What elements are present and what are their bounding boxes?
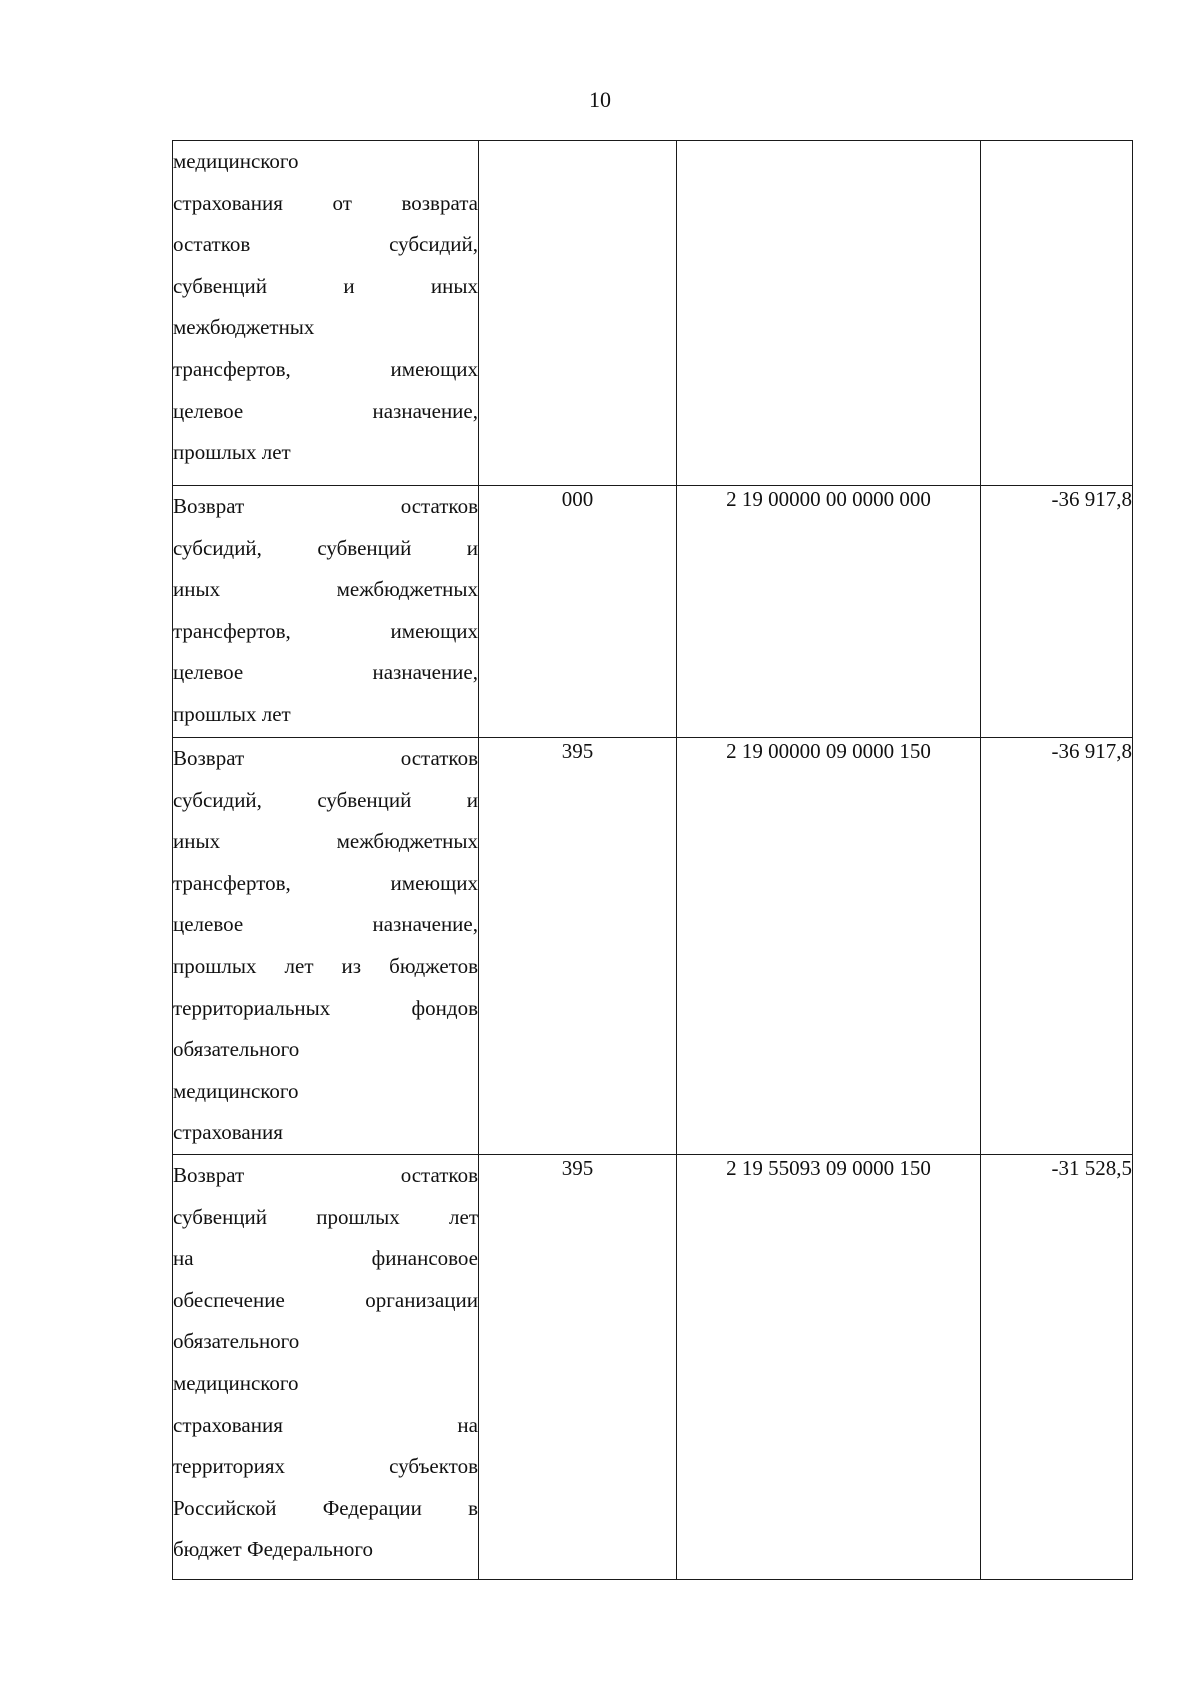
- income-name-line: целевое назначение,: [173, 398, 478, 423]
- income-name-line: территориальных фондов: [173, 995, 478, 1020]
- kbk-code-cell: 2 19 00000 00 0000 000: [677, 486, 981, 738]
- income-name-line: обязательного: [173, 1329, 300, 1354]
- admin-code-cell: 000: [479, 486, 677, 738]
- table-row: [173, 738, 1133, 1155]
- income-name-line: страхования на: [173, 1412, 478, 1437]
- income-name-line: субсидий, субвенций и: [173, 787, 478, 812]
- kbk-code-cell: [677, 141, 981, 486]
- admin-code-cell: 395: [479, 1154, 677, 1579]
- amount-cell: [981, 141, 1133, 486]
- income-name-line: субвенций и иных: [173, 273, 478, 298]
- income-name-cell: [173, 1154, 479, 1579]
- income-name-line: прошлых лет: [173, 440, 291, 465]
- income-name-line: страхования: [173, 1120, 283, 1145]
- income-name-line: субвенций прошлых лет: [173, 1204, 478, 1229]
- income-name-line: территориях субъектов: [173, 1454, 478, 1479]
- admin-code-cell: [479, 141, 677, 486]
- admin-code-cell: 395: [479, 738, 677, 1155]
- income-name-line: субсидий, субвенций и: [173, 535, 478, 560]
- income-name-line: прошлых лет из бюджетов: [173, 953, 478, 978]
- income-name-line: медицинского: [173, 1078, 299, 1103]
- income-name-line: на финансовое: [173, 1246, 478, 1271]
- income-name-line: страхования от возврата: [173, 190, 478, 215]
- income-name-line: бюджет Федерального: [173, 1537, 374, 1562]
- amount-cell: -36 917,8: [981, 486, 1133, 738]
- table-row: [173, 1154, 1133, 1579]
- income-name-line: прошлых лет: [173, 701, 291, 726]
- budget-table: [172, 140, 1133, 1580]
- amount-cell: -36 917,8: [981, 738, 1133, 1155]
- income-name-line: трансфертов, имеющих: [173, 356, 478, 381]
- income-name-line: Российской Федерации в: [173, 1495, 478, 1520]
- income-name-line: Возврат остатков: [173, 746, 478, 770]
- income-name-line: обязательного: [173, 1037, 300, 1062]
- income-name-line: иных межбюджетных: [173, 577, 478, 602]
- page-number: 10: [589, 87, 611, 112]
- table-row: [173, 141, 1133, 486]
- table-row: [173, 486, 1133, 738]
- income-name-line: целевое назначение,: [173, 660, 478, 685]
- income-name-line: целевое назначение,: [173, 912, 478, 937]
- income-name-cell: [173, 486, 479, 738]
- income-name-cell: [173, 738, 479, 1155]
- kbk-code-cell: 2 19 00000 09 0000 150: [677, 738, 981, 1155]
- income-name-line: обеспечение организации: [173, 1287, 478, 1312]
- income-name-line: Возврат остатков: [173, 494, 478, 518]
- income-name-line: остатков субсидий,: [173, 232, 478, 257]
- kbk-code-cell: 2 19 55093 09 0000 150: [677, 1154, 981, 1579]
- income-name-line: Возврат остатков: [173, 1162, 478, 1187]
- income-name-line: трансфертов, имеющих: [173, 870, 478, 895]
- amount-cell: -31 528,5: [981, 1154, 1133, 1579]
- income-name-line: медицинского: [173, 1370, 299, 1395]
- income-name-line: медицинского: [173, 149, 299, 173]
- income-name-line: иных межбюджетных: [173, 829, 478, 854]
- income-name-line: межбюджетных: [173, 315, 315, 340]
- income-name-line: трансфертов, имеющих: [173, 618, 478, 643]
- income-name-cell: [173, 141, 479, 486]
